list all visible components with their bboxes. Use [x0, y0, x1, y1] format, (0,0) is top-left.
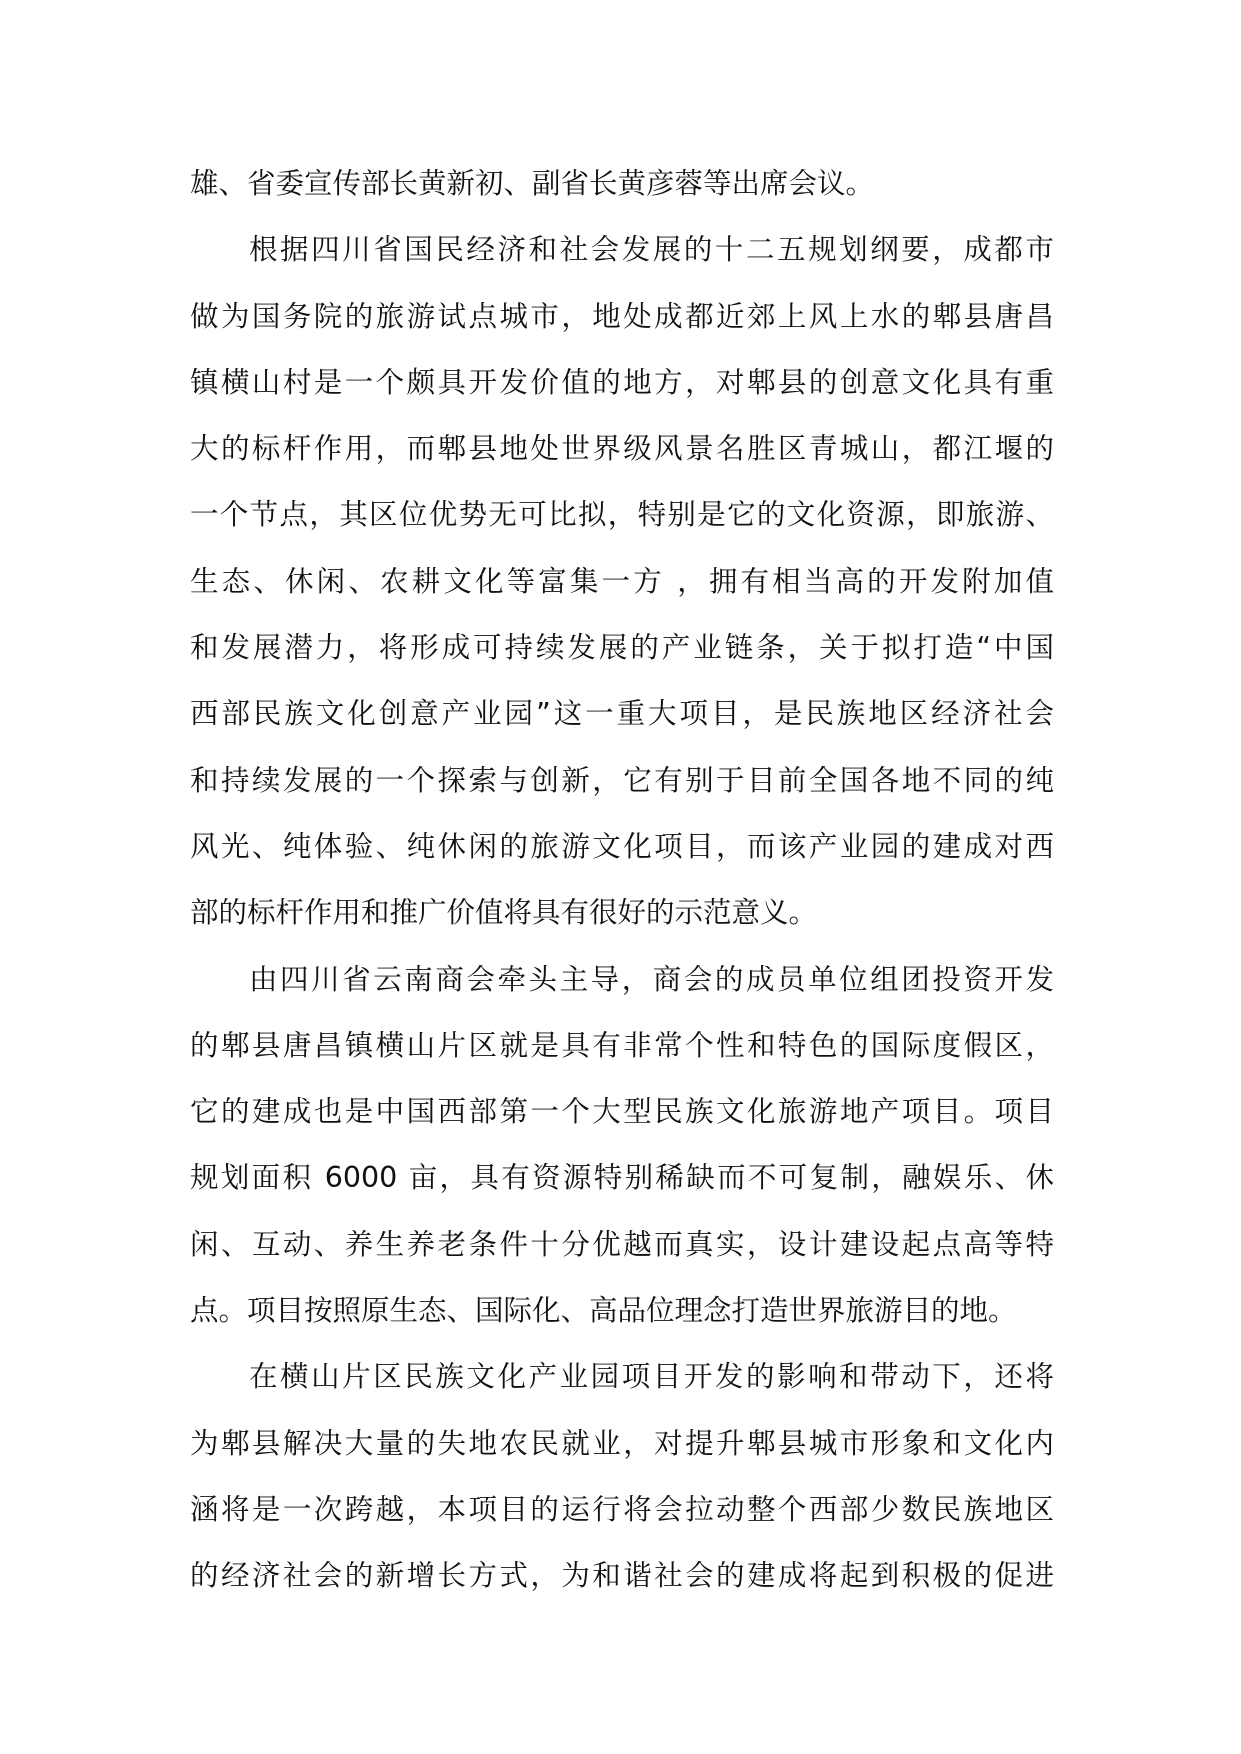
- text-line: 规划面积 6000 亩，具有资源特别稀缺而不可复制，融娱乐、休: [190, 1161, 1054, 1195]
- text-line: 根据四川省国民经济和社会发展的十二五规划纲要，成都市: [249, 233, 1054, 267]
- text-line: 闲、互动、养生养老条件十分优越而真实，设计建设起点高等特: [190, 1227, 1054, 1261]
- text-line: 和发展潜力，将形成可持续发展的产业链条，关于拟打造“中国: [190, 631, 1054, 665]
- text-line: 和持续发展的一个探索与创新，它有别于目前全国各地不同的纯: [190, 763, 1054, 797]
- paragraph: [190, 151, 1054, 217]
- paragraph: [190, 1344, 1054, 1609]
- text-line: 它的建成也是中国西部第一个大型民族文化旅游地产项目。项目: [190, 1095, 1054, 1129]
- text-line: 一个节点，其区位优势无可比拟，特别是它的文化资源，即旅游、: [190, 498, 1054, 532]
- text-line: 点。项目按照原生态、国际化、高品位理念打造世界旅游目的地。: [190, 1294, 1017, 1328]
- text-line: 生态、休闲、农耕文化等富集一方 ，拥有相当高的开发附加值: [190, 564, 1054, 598]
- text-line: 镇横山村是一个颇具开发价值的地方，对郫县的创意文化具有重: [190, 365, 1054, 399]
- text-line: 的经济社会的新增长方式，为和谐社会的建成将起到积极的促进: [190, 1559, 1054, 1593]
- body-text: [190, 151, 1054, 1610]
- text-line: 风光、纯体验、纯休闲的旅游文化项目，而该产业园的建成对西: [190, 829, 1054, 863]
- text-line: 涵将是一次跨越，本项目的运行将会拉动整个西部少数民族地区: [190, 1492, 1054, 1526]
- paragraph: [190, 217, 1054, 946]
- text-line: 西部民族文化创意产业园”这一重大项目，是民族地区经济社会: [190, 697, 1054, 731]
- text-line: 在横山片区民族文化产业园项目开发的影响和带动下，还将: [249, 1360, 1054, 1394]
- paragraph: [190, 947, 1054, 1345]
- text-line: 为郫县解决大量的失地农民就业，对提升郫县城市形象和文化内: [190, 1426, 1054, 1460]
- text-line: 大的标杆作用，而郫县地处世界级风景名胜区青城山，都江堰的: [190, 432, 1054, 466]
- text-line: 雄、省委宣传部长黄新初、副省长黄彦蓉等出席会议。: [190, 167, 875, 200]
- text-line: 的郫县唐昌镇横山片区就是具有非常个性和特色的国际度假区，: [190, 1028, 1054, 1062]
- text-line: 由四川省云南商会牵头主导，商会的成员单位组团投资开发: [249, 962, 1054, 996]
- text-line: 部的标杆作用和推广价值将具有很好的示范意义。: [190, 896, 818, 930]
- text-line: 做为国务院的旅游试点城市，地处成都近郊上风上水的郫县唐昌: [190, 299, 1054, 333]
